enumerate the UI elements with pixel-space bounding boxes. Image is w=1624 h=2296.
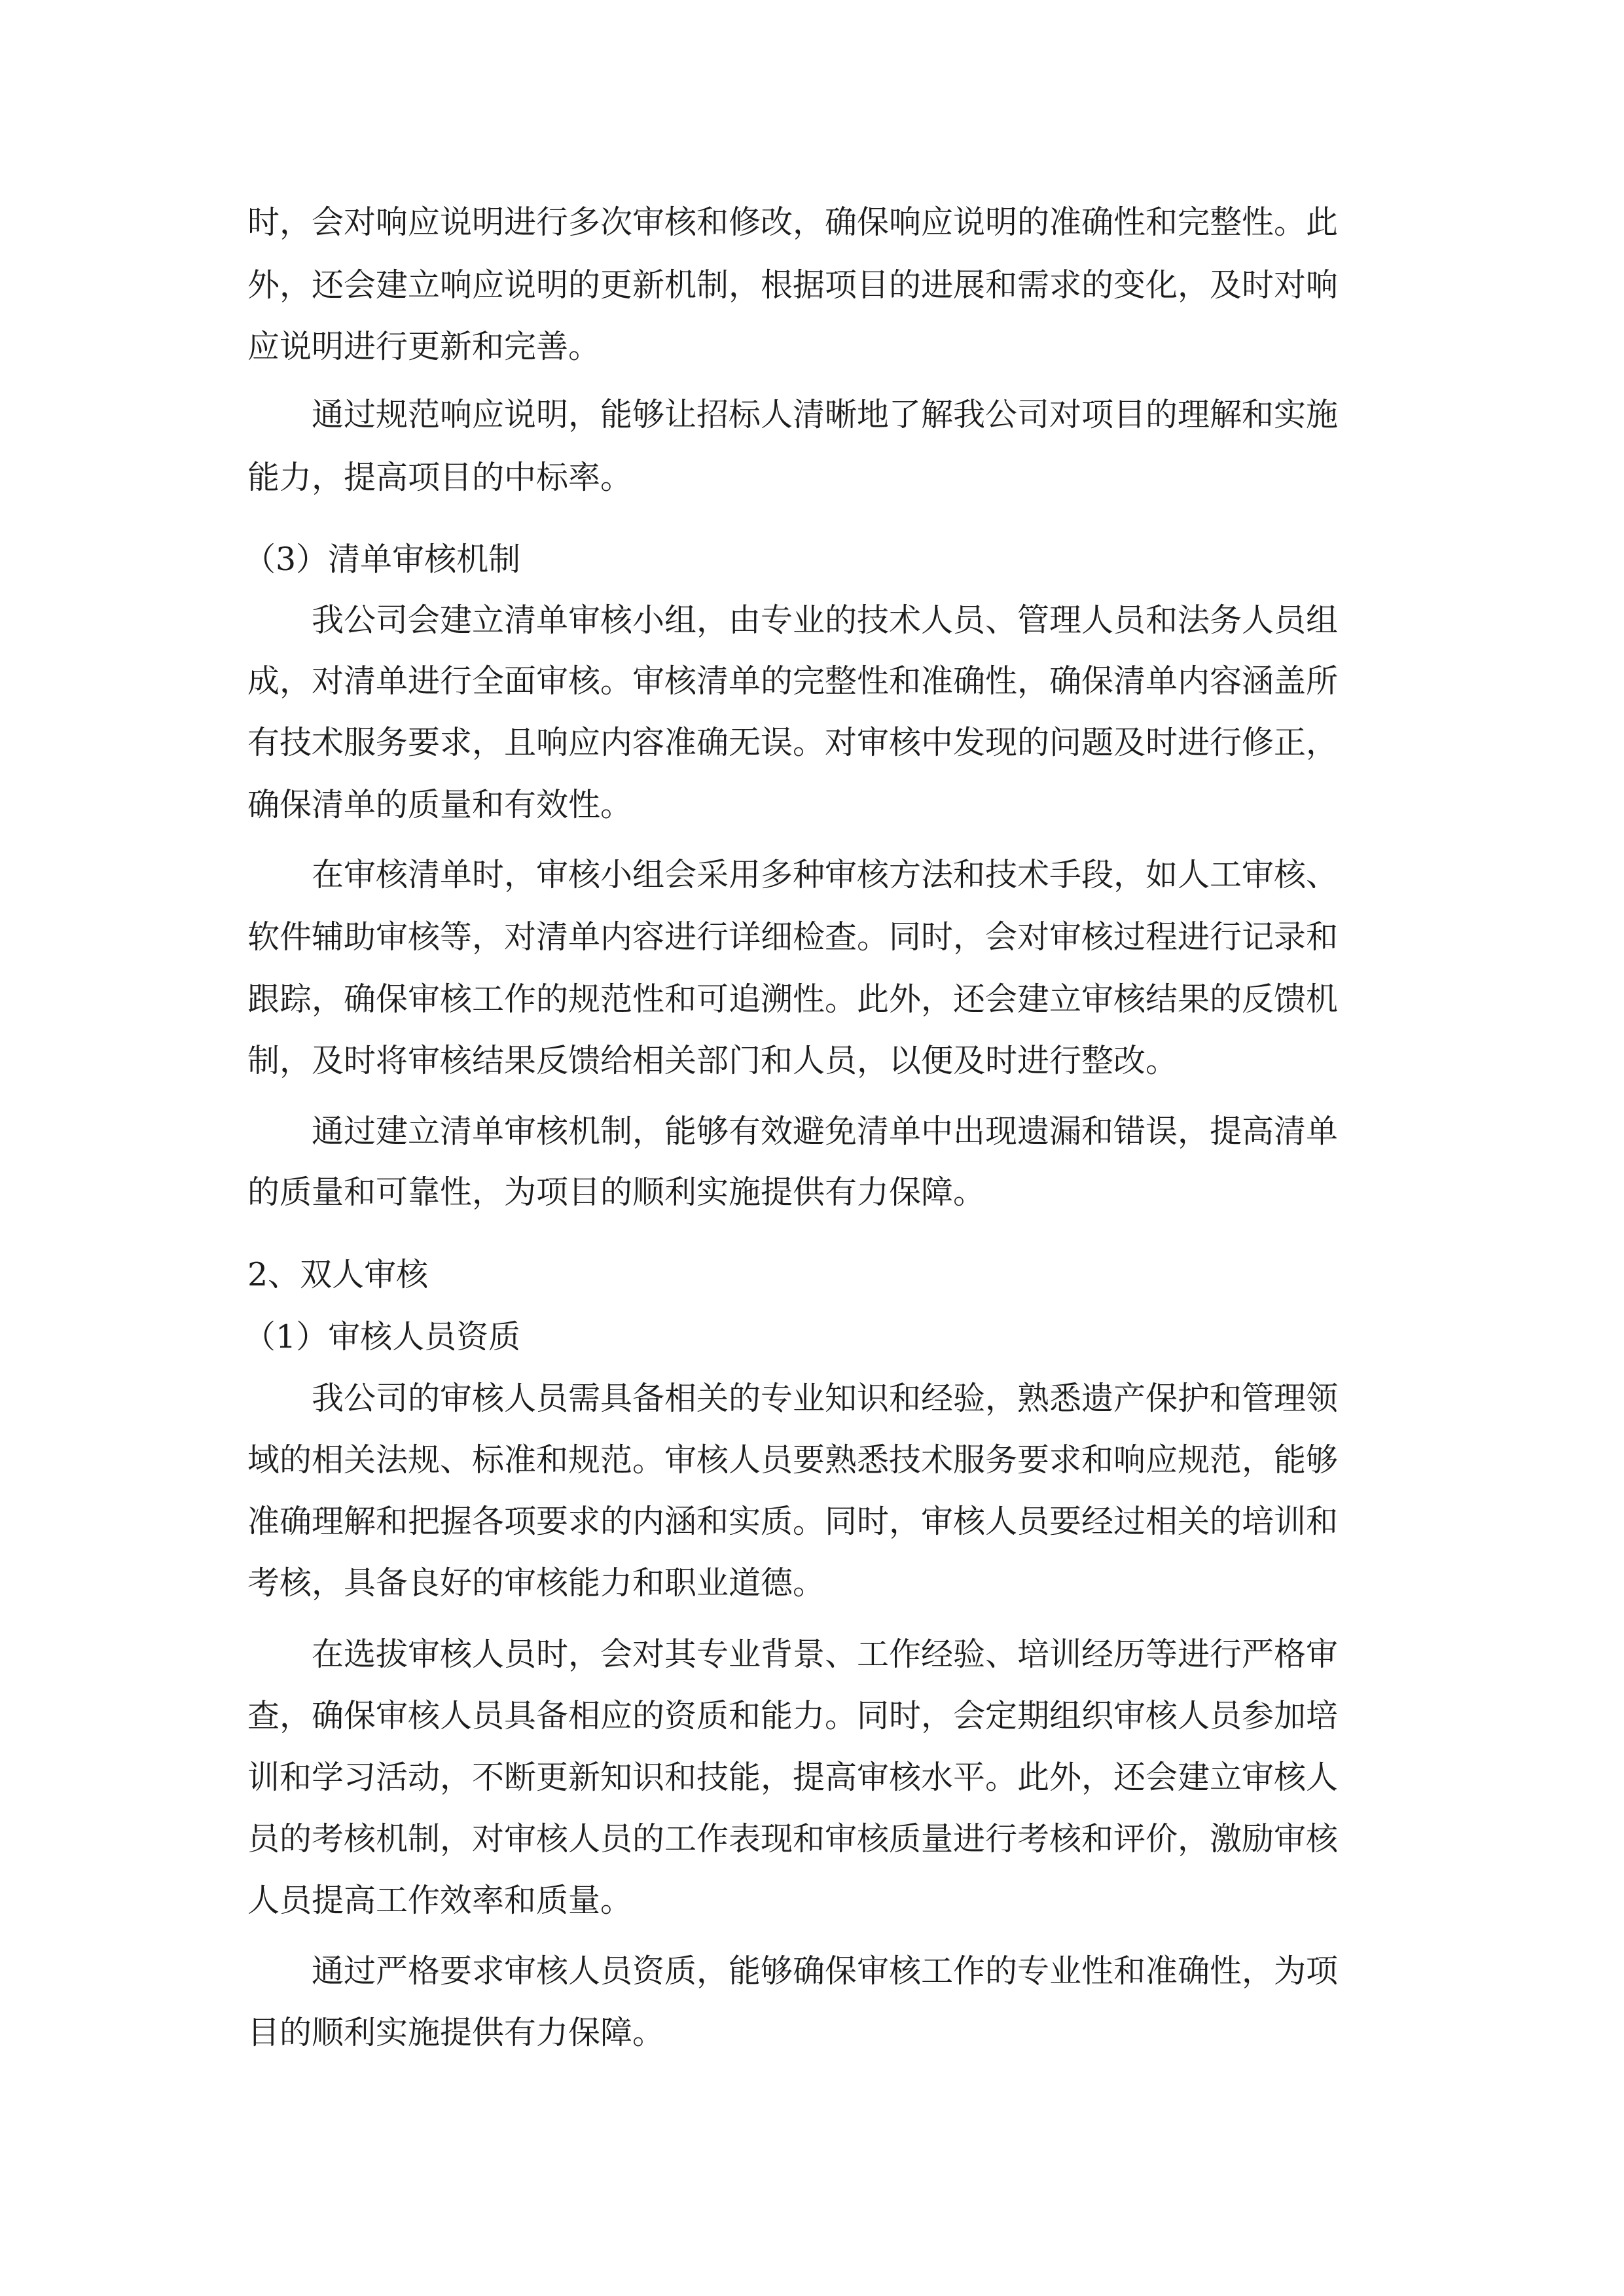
body-line: 应说明进行更新和完善。 <box>247 328 601 365</box>
body-line: 制，及时将审核结果反馈给相关部门和人员，以便及时进行整改。 <box>247 1042 1178 1079</box>
body-line: 外，还会建立响应说明的更新机制，根据项目的进展和需求的变化，及时对响 <box>247 266 1339 304</box>
body-line: 软件辅助审核等，对清单内容进行详细检查。同时，会对审核过程进行记录和 <box>247 918 1339 956</box>
body-line: 有技术服务要求，且响应内容准确无误。对审核中发现的问题及时进行修正， <box>247 724 1339 761</box>
body-line: 目的顺利实施提供有力保障。 <box>247 2014 665 2051</box>
body-line: 准确理解和把握各项要求的内涵和实质。同时，审核人员要经过相关的培训和 <box>247 1503 1339 1540</box>
section-heading: 2、双人审核 <box>247 1256 429 1293</box>
body-line: 成，对清单进行全面审核。审核清单的完整性和准确性，确保清单内容涵盖所 <box>247 662 1339 700</box>
body-line: 训和学习活动，不断更新知识和技能，提高审核水平。此外，还会建立审核人 <box>247 1759 1339 1796</box>
section-subheading: （3）清单审核机制 <box>244 541 521 578</box>
body-line: 员的考核机制，对审核人员的工作表现和审核质量进行考核和评价，激励审核 <box>247 1820 1339 1857</box>
body-line: 我公司会建立清单审核小组，由专业的技术人员、管理人员和法务人员组 <box>312 601 1339 639</box>
body-line: 域的相关法规、标准和规范。审核人员要熟悉技术服务要求和响应规范，能够 <box>247 1441 1339 1479</box>
body-line: 时，会对响应说明进行多次审核和修改，确保响应说明的准确性和完整性。此 <box>247 204 1339 241</box>
body-line: 能力，提高项目的中标率。 <box>247 459 633 496</box>
body-line: 跟踪，确保审核工作的规范性和可追溯性。此外，还会建立审核结果的反馈机 <box>247 980 1339 1018</box>
body-line: 通过建立清单审核机制，能够有效避免清单中出现遗漏和错误，提高清单 <box>312 1113 1339 1150</box>
document-page <box>244 0 1386 2296</box>
body-line: 在审核清单时，审核小组会采用多种审核方法和技术手段，如人工审核、 <box>312 856 1339 893</box>
body-line: 在选拔审核人员时，会对其专业背景、工作经验、培训经历等进行严格审 <box>312 1636 1339 1673</box>
body-line: 通过规范响应说明，能够让招标人清晰地了解我公司对项目的理解和实施 <box>312 396 1339 433</box>
body-line: 我公司的审核人员需具备相关的专业知识和经验，熟悉遗产保护和管理领 <box>312 1380 1339 1417</box>
body-line: 确保清单的质量和有效性。 <box>247 786 633 823</box>
body-line: 通过严格要求审核人员资质，能够确保审核工作的专业性和准确性，为项 <box>312 1952 1339 1990</box>
body-line: 的质量和可靠性，为项目的顺利实施提供有力保障。 <box>247 1174 986 1211</box>
body-line: 考核，具备良好的审核能力和职业道德。 <box>247 1564 825 1602</box>
body-line: 人员提高工作效率和质量。 <box>247 1882 633 1919</box>
body-line: 查，确保审核人员具备相应的资质和能力。同时，会定期组织审核人员参加培 <box>247 1697 1339 1734</box>
section-subheading: （1）审核人员资质 <box>244 1318 521 1355</box>
